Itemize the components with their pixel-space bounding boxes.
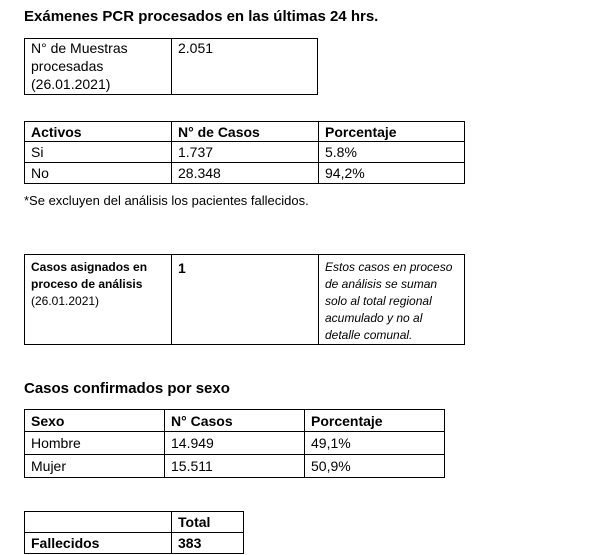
asignados-table — [24, 254, 465, 345]
table-row — [25, 432, 445, 455]
asignados-label-cell: Casos asignados en proceso de análisis (26.01.2021) — [25, 255, 172, 345]
table-header-row — [25, 122, 465, 142]
table-cell: Mujer — [25, 455, 165, 478]
asignados-value: 1 — [172, 255, 319, 345]
table-cell: 28.348 — [172, 163, 319, 184]
pcr-value: 2.051 — [172, 39, 318, 95]
table-cell: Si — [25, 142, 172, 163]
table-cell: No — [25, 163, 172, 184]
table-cell: 5.8% — [319, 142, 465, 163]
table-header: N° Casos — [165, 410, 305, 432]
fallecidos-label: Fallecidos — [25, 533, 172, 554]
table-header: Porcentaje — [319, 122, 465, 142]
fallecidos-table — [24, 511, 244, 554]
table-cell: 15.511 — [165, 455, 305, 478]
table-header: Porcentaje — [305, 410, 445, 432]
table-cell — [25, 512, 172, 533]
activos-table — [24, 121, 465, 184]
table-header-row — [25, 512, 244, 533]
table-cell: 49,1% — [305, 432, 445, 455]
pcr-table — [24, 38, 318, 95]
pcr-title: Exámenes PCR procesados en las últimas 24 hrs. — [24, 8, 379, 25]
table-header-row — [25, 410, 445, 432]
table-row — [25, 163, 465, 184]
pcr-label-cell: N° de Muestras procesadas (26.01.2021) — [25, 39, 172, 95]
table-header: Total — [172, 512, 244, 533]
table-cell: 50,9% — [305, 455, 445, 478]
table-cell: 94,2% — [319, 163, 465, 184]
sexo-title: Casos confirmados por sexo — [24, 380, 230, 397]
table-row — [25, 455, 445, 478]
table-cell: 14.949 — [165, 432, 305, 455]
table-cell: Hombre — [25, 432, 165, 455]
table-header: N° de Casos — [172, 122, 319, 142]
sexo-table — [24, 409, 445, 478]
table-header: Sexo — [25, 410, 165, 432]
table-row — [25, 142, 465, 163]
activos-footnote: *Se excluyen del análisis los pacientes fallecidos. — [24, 193, 309, 208]
fallecidos-value: 383 — [172, 533, 244, 554]
table-cell: 1.737 — [172, 142, 319, 163]
table-row — [25, 533, 244, 554]
table-row — [25, 39, 318, 95]
table-row — [25, 255, 465, 345]
table-header: Activos — [25, 122, 172, 142]
asignados-note: Estos casos en proceso de análisis se suman solo al total regional acumulado y no al detalle comunal. — [319, 255, 465, 345]
